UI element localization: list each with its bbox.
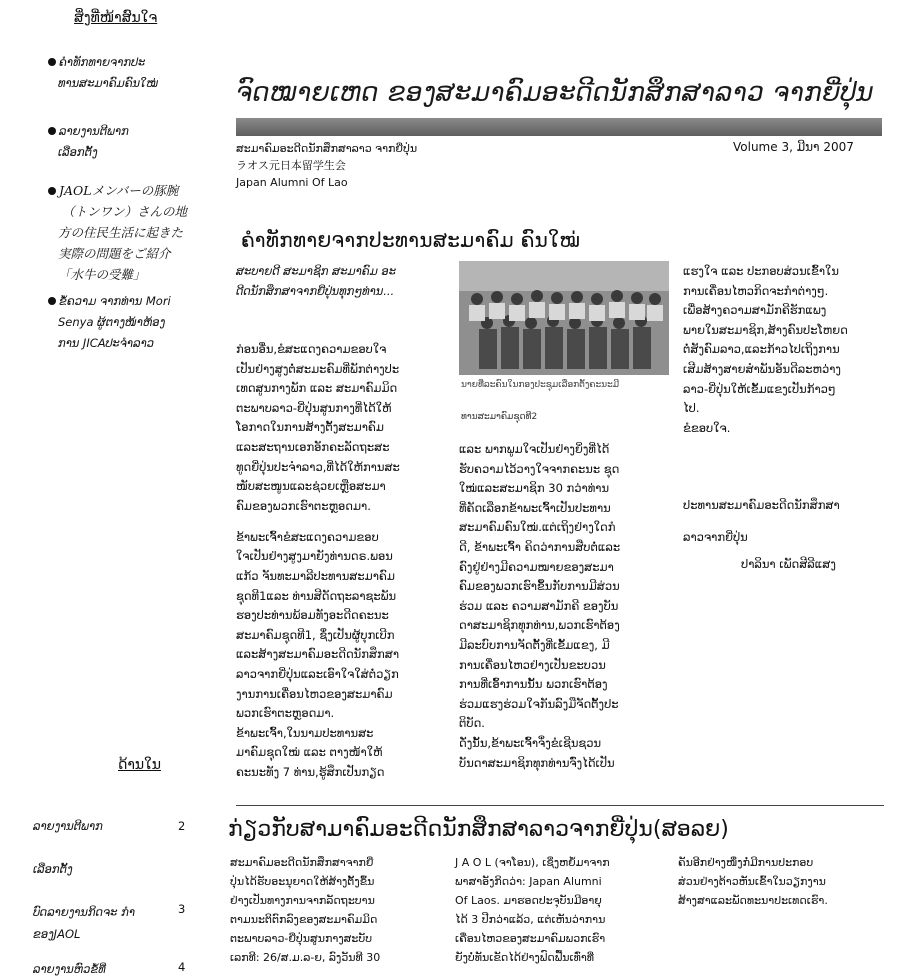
article-column-1	[236, 340, 456, 783]
text-line: ການເຄື່ອນໄຫວຢ່າງເປັນຂະບວນ	[459, 657, 606, 672]
text-line: ຕະພາບລາວ-ຍີ່ປຸ່ນສູນກາງທີ່ໄດ້ໃຫ້	[236, 400, 392, 415]
text-line: ຢ່າງເປັນທາງການຈາກລັດຖະບານ	[230, 894, 375, 907]
text-line: ລາວ-ຍີ່ປຸ່ນໃຫ້ເຂັ້ມແຂງເປັນກ້າວໆ	[683, 381, 836, 396]
text-line: ພາສາອັງກິດວ່າ: Japan Alumni	[455, 875, 602, 888]
sidebar-item-label: 実際の問題をご紹介	[58, 246, 171, 261]
text-line: ແກ້ວ ຈັນທະມາລີປະທານສະມາຄົມ	[236, 569, 395, 584]
text-line: ດີ, ຂ້າພະເຈົ້າ ຄິດວ່າການສືບຕໍ່ແລະ	[459, 539, 621, 554]
bullet-icon	[48, 297, 56, 305]
text-line: ແຮງໃຈ ແລະ ປະກອບສ່ວນເຂົ້າໃນ	[683, 264, 839, 278]
sidebar-item-label: ລາຍງານຕີພາກ	[59, 124, 129, 138]
group-photo-image	[459, 261, 669, 375]
section2-column-1	[230, 853, 450, 967]
text-line: ຄົມຂອງພວກເຮົາຂຶ້ນກັບການມີສ່ວນ	[459, 579, 620, 594]
text-line: ແລະສະຖານເອກອັກຄະລັດຖະສະ	[236, 439, 390, 454]
text-line	[236, 516, 456, 528]
publisher-lao: ສະມາຄົມອະດີດນັກສຶກສາລາວ ຈາກຍີ່ປຸ່ນ	[236, 142, 418, 155]
text-line: ໜັບສະໜູນແລະຊ່ວຍເຫຼືອສະມາ	[236, 479, 386, 494]
caption-continued: ທານສະມາຄົມຊຸດທີ2	[461, 412, 538, 422]
text-line: ໄດ້ 3 ປີກວ່າແລ້ວ, ແຕ່ເຫັນວ່າການ	[455, 913, 606, 926]
text-line: ຂໍຂອບໃຈ.	[683, 420, 731, 435]
publisher-en: Japan Alumni Of Lao	[236, 176, 348, 189]
text-line: ຕາມນະຕິຕົກລົງຂອງສະມາຄົມມິດ	[230, 913, 378, 926]
publisher-jp: ラオス元日本留学生会	[236, 159, 346, 172]
text-line: ຕໍ່ສັງຄົມລາວ,ແລະກ້າວໄປເຖິງການ	[683, 342, 840, 357]
index-item-label[interactable]: ລາຍງານຕີພາກ	[33, 819, 103, 833]
text-line: ຄົມຂອງພວກເຮົາຕະຫຼອດມາ.	[236, 498, 371, 513]
text-line: ບັນດາສະມາຊິກທຸກທ່ານຈົ່ງໄດ້ເປັນ	[459, 755, 615, 770]
text-line: ປຸ່ນໄດ້ຮັບອະນຸຍາດໃຫ້ສ້າງຕັ້ງຂຶ້ນ	[230, 875, 375, 888]
index-item-label[interactable]: ບົດລາຍງານກິດຈະ ກຳ	[33, 905, 136, 919]
text-line: ຂ້າພະເຈົ້າ,ໃນນາມປະທານສະ	[236, 725, 374, 740]
index-item-label[interactable]: ເລືອກຕັ້ງ	[33, 862, 73, 876]
article-column-2	[459, 440, 675, 773]
sidebar-item-label: Senya ຜູ້ຕາງໜ້າຫ້ອງ	[58, 315, 166, 329]
text-line: ກ່ອນອື່ນ,ຂໍສະແດງຄວາມຂອບໃຈ	[236, 342, 387, 356]
text-line: Of Laos. ມາຮອດປະຈຸບັນມີອາຍຸ	[455, 894, 602, 907]
sidebar-item-label: ທານສະມາຄົມຄົນໃໝ່	[58, 76, 159, 90]
text-line: ຮອງປະທ່ານພ້ອມທັງອະດີດຄະນະ	[236, 608, 389, 623]
text-line: ສະມາຄົມຄົນໃໝ່.ແຕ່ເຖິງຢ່າງໃດກໍ	[459, 520, 616, 535]
section2-column-2	[455, 853, 673, 967]
index-title: ດ້ານໃນ	[118, 757, 162, 773]
text-line: ຮັບຄວາມໄວ້ວາງໃຈຈາກຄະນະ ຊຸດ	[459, 461, 620, 476]
volume-label: Volume 3, ມີນາ 2007	[733, 140, 854, 154]
text-line: ລາວຈາກຍີ່ປຸ່ນແລະເອົາໃຈໃສ່ຕໍ່ວຽກ	[236, 667, 399, 681]
signature-role-1: ປະທານສະມາຄົມອະດີດນັກສຶກສາ	[683, 498, 840, 512]
text-line: ການທີ່ເອົ້າການນັ້ນ ພວກເຮົາຕ້ອງ	[459, 677, 608, 692]
lead-line: ສະບາຍດີ ສະມາຊິກ ສະມາຄົມ ອະ	[236, 264, 396, 278]
text-line: ສະມາຄົມອະດີດນັກສຶກສາຈາກຍີ່	[230, 856, 374, 869]
article-column-3	[683, 262, 883, 438]
text-line: ດັ່ງນັ້ນ,ຂ້າພະເຈົ້າຈຶ່ງຂໍເຊີນຊວນ	[459, 735, 602, 750]
sidebar-item-label: JAOLメンバーの豚腕	[59, 183, 179, 198]
sidebar-item-label: （トンワン）さんの地	[62, 204, 188, 219]
sidebar-item-label: ເລືອກຕັ້ງ	[58, 145, 98, 159]
text-line: ເຄື່ອນໄຫວຂອງສະມາຄົມພວກເຮົາ	[455, 932, 606, 945]
text-line: ສ້າງສາແລະພັດທະນາປະເທດເຮົາ.	[678, 894, 828, 907]
text-line: ເລກທີ: 26/ສ.ມ.ລ-ຍ, ລົງວັນທີ 30	[230, 951, 381, 964]
index-item-page: 4	[178, 960, 186, 974]
bullet-icon	[48, 127, 56, 135]
newsletter-title: ຈົດໝາຍເຫດ ຂອງສະມາຄົມອະດີດນັກສຶກສາລາວ ຈາກຍີ່ປຸ່ນ	[236, 78, 874, 108]
text-line: ຕະພາບລາວ-ຍີ່ປຸ່ນສູນກາງສະບັບ	[230, 932, 373, 945]
sidebar-item-label: ການ JICAປະຈຳລາວ	[58, 336, 155, 350]
lead-line: ດີດນັກສຶກສາຈາກຍີ່ປຸ່ນທຸກໆທ່ານ...	[236, 283, 395, 298]
text-line: ແລະ ພາກພູມໃຈເປັນຢ່າງຍິ່ງທີ່ໄດ້	[459, 442, 610, 456]
article-lead	[236, 262, 454, 301]
index-item-label[interactable]: ລາຍງານຫົວຂໍ້ທີ່	[33, 962, 106, 976]
index-item-label[interactable]: ຂອງJAOL	[33, 927, 81, 941]
group-photo	[459, 261, 669, 375]
text-line: ເພື່ອສ້າງຄວາມສາມັກຄີຮັກແພງ	[683, 303, 827, 318]
text-line: ທູດຍີ່ປຸ່ນປະຈຳລາວ,ທີ່ໄດ້ໃຫ້ການສະ	[236, 459, 400, 474]
text-line: ເທດສູນກາງພັກ ແລະ ສະມາຄົມມິດ	[236, 381, 398, 396]
sidebar-item-label: 方の住民生活に起きた	[58, 225, 184, 240]
photo-caption: ນາຍທີ່ລະຄົນໃນກອງປະຊຸມເລືອກຕັ້ງຄະນະມີ	[461, 380, 620, 390]
text-line: ຂ້າພະເຈົ້າຂໍສະແດງຄວາມຂອບ	[236, 529, 379, 544]
text-line: ໃຈເປັນຢ່າງສູງມາຍັງທ່ານດຣ.ພອນ	[236, 549, 393, 564]
sidebar-title: ສິ່ງທີ່ໜ້າສົນໃຈ	[74, 10, 158, 26]
text-line: ໄປ.	[683, 401, 700, 416]
signature-role-2: ລາວຈາກຍີ່ປຸ່ນ	[683, 530, 748, 544]
text-line: ເປັນຢ່າງສູງຕໍ່ສະມະຄົມທີ່ພັກຕ່າງປະ	[236, 361, 400, 376]
text-line: ພວກເຮົາຕະຫຼອດມາ.	[236, 706, 335, 721]
text-line: ຄັນອີກຢ່າງໜຶ່ງກໍ່ມີການປະກອບ	[678, 856, 814, 869]
text-line: ການເຄື່ອນໄຫວກິດຈະກຳຕ່າງໆ.	[683, 283, 829, 298]
text-line: ດາສະມາຊິກທຸກທ່ານ,ພວກເຮົາຕ້ອງ	[459, 618, 620, 633]
text-line: ຕິບັດ.	[459, 716, 485, 731]
text-line: ຊຸດທີ1ແລະ ທ່ານສີດັດຖະລາຊະພັນ	[236, 588, 397, 603]
text-line: ຮ່ວມແຮງຮ່ວມໃຈກັນລົງມືຈັດຕັ້ງປະ	[459, 696, 619, 711]
text-line: ພາຍໃນສະມາຊິກ,ສ້າງຄົນປະໂຫຍດ	[683, 322, 848, 337]
text-line: J A O L (ຈາໂອນ), ເຊິ່ງຫຍໍ້ມາຈາກ	[455, 856, 610, 869]
text-line: ເສີມສ້າງສາຍສຳພັນອັນດີລະຫວ່າງ	[683, 361, 841, 376]
section-divider	[236, 805, 884, 806]
bullet-icon	[48, 187, 56, 195]
header-rule	[236, 118, 882, 136]
text-line: ຄົງຢູ່ຢ່າງມີຄວາມໝາຍຂອງສະມາ	[459, 559, 614, 574]
text-line: ຮ່ວມ ແລະ ຄວາມສາມັກຄີ ຂອງບັນ	[459, 598, 619, 613]
section2-column-3	[678, 853, 888, 910]
text-line: ສະມາຄົມຊຸດທີ1, ຊຶ່ງເປັນຜູ້ບຸກເບີກ	[236, 627, 395, 642]
text-line: ສ່ວນຢ່າງຕ້າວຫັນເຂົ້າໃນວຽກງານ	[678, 875, 826, 888]
text-line: ທີ່ຄັດເລືອກຂ້າພະເຈົ້າເປັນປະທານ	[459, 500, 611, 515]
text-line: ຍັງບໍ່ທັນເຂັດໄດ້ຢ່າງຟົດຟື້ນເທົ່າທີ່	[455, 951, 594, 964]
sidebar-item-election-report[interactable]	[48, 121, 223, 163]
sidebar-item-label: 「水牛の受難」	[58, 267, 146, 282]
sidebar-item-jica-message[interactable]	[48, 291, 223, 354]
text-line: ໃໝ່ແລະສະມາຊິກ 30 ກວ່າທ່ານ	[459, 481, 610, 496]
index-item-page: 2	[178, 819, 186, 833]
bullet-icon	[48, 58, 56, 66]
text-line: ງານການເຄື່ອນໄຫວຂອງສະມາຄົມ	[236, 686, 393, 701]
section2-title: ກ່ຽວກັບສາມາຄົມອະດີດນັກສຶກສາລາວຈາກຍີ່ປຸ່ນ(ສອລຍ)	[228, 817, 729, 842]
text-line: ຄະນະທັງ 7 ທ່ານ,ຮູ້ສຶກເປັນກຽດ	[236, 764, 385, 779]
text-line: ໂອກາດໃນການສ້າງຕັ້ງສະມາຄົມ	[236, 420, 384, 435]
sidebar-item-label: ຂໍ້ຄວາມ ຈາກທ່ານ Mori	[59, 294, 171, 308]
sidebar-item-jp-article[interactable]	[48, 180, 238, 285]
text-line: ມີລະບົບການຈັດຕັ້ງທີ່ເຂັ້ມແຂງ, ມີ	[459, 637, 610, 652]
article-title: ຄຳທັກທາຍຈາກປະທານສະມາຄົມ ຄົນໃໝ່	[241, 228, 581, 252]
index-item-page: 3	[178, 902, 186, 916]
text-line: ມາຄົມຊຸດໃໝ່ ແລະ ຕາງໜ້າໃຫ້	[236, 745, 383, 760]
text-line: ແລະສ້າງສະມາຄົມອະດີດນັກສຶກສາ	[236, 647, 400, 662]
sidebar-item-greeting[interactable]	[48, 52, 223, 94]
signature-name: ປາລິນາ ເພັດສີລີແສງ	[741, 557, 836, 571]
sidebar-item-label: ຄຳທັກທາຍຈາກປະ	[59, 55, 146, 69]
